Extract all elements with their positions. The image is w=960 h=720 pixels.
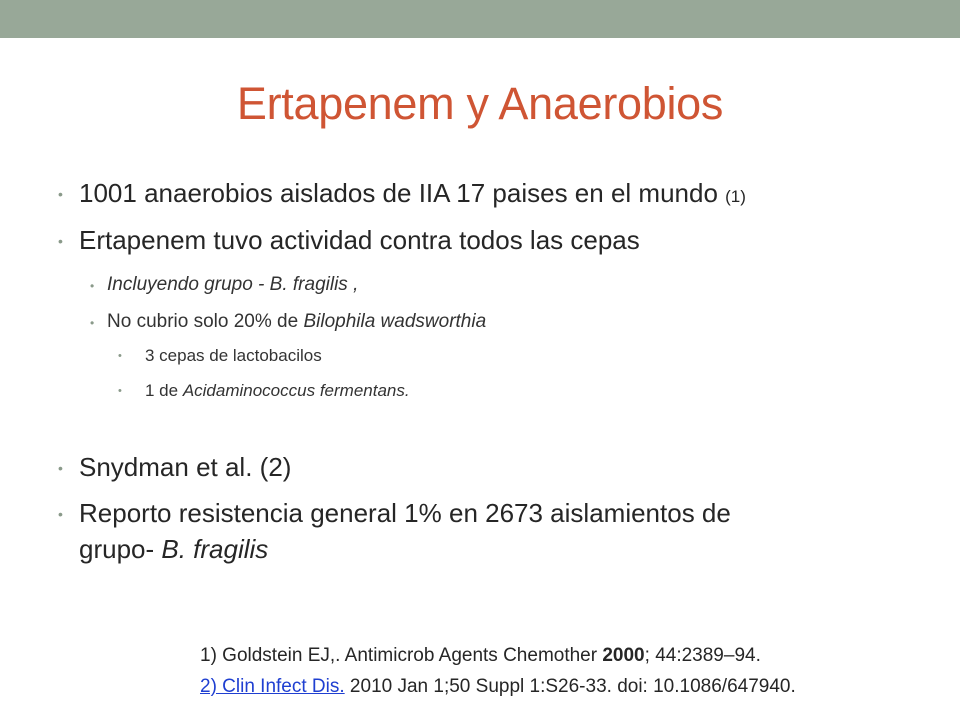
bullet-dot-icon: • xyxy=(58,460,63,476)
subsubbullet-acidaminococcus xyxy=(118,381,410,401)
reference-2 xyxy=(200,676,796,707)
subsubbullet-lactobacilos xyxy=(118,346,322,366)
subbullet-text: Incluyendo grupo - B. fragilis , xyxy=(107,274,359,295)
bullet-reporto-resistencia-cont xyxy=(79,534,268,565)
species-name: Bilophila wadsworthia xyxy=(303,311,487,332)
bullet-dot-icon: • xyxy=(58,506,63,522)
species-name: B. fragilis xyxy=(161,534,269,564)
bullet-dot-icon: • xyxy=(90,279,95,293)
reference-text: 2010 Jan 1;50 Suppl 1:S26-33. doi: 10.1086/647940. xyxy=(344,676,796,697)
bullet-ertapenem-actividad xyxy=(58,225,640,256)
subbullet-text: No cubrio solo 20% de xyxy=(107,311,304,332)
subsubbullet-text: 3 cepas de lactobacilos xyxy=(145,346,322,365)
bullet-anaerobios-aislados xyxy=(58,178,746,209)
bullet-text: Ertapenem tuvo actividad contra todos las cepas xyxy=(79,225,640,255)
subsubbullet-text: 1 de xyxy=(145,381,183,400)
reference-year: 2000 xyxy=(602,645,645,666)
references xyxy=(200,645,796,707)
reference-text: ; 44:2389–94. xyxy=(644,645,761,666)
bullet-text: Reporto resistencia general 1% en 2673 aislamientos de xyxy=(79,498,731,528)
citation-ref: (1) xyxy=(725,187,746,206)
reference-1 xyxy=(200,645,796,676)
bullet-dot-icon: • xyxy=(118,350,122,362)
bullet-text: Snydman et al. (2) xyxy=(79,452,292,482)
bullet-reporto-resistencia xyxy=(58,498,731,529)
subbullet-bilophila xyxy=(90,311,487,333)
bullet-text: grupo- xyxy=(79,534,162,564)
bullet-dot-icon: • xyxy=(90,316,95,330)
subbullet-bfragilis xyxy=(90,274,359,296)
reference-text: 1) Goldstein EJ,. Antimicrob Agents Chemother xyxy=(200,645,603,666)
bullet-dot-icon: • xyxy=(58,186,63,202)
slide-title: Ertapenem y Anaerobios xyxy=(236,78,724,129)
bullet-snydman xyxy=(58,452,292,483)
species-name: Acidaminococcus fermentans. xyxy=(182,381,410,400)
bullet-dot-icon: • xyxy=(58,233,63,249)
bullet-dot-icon: • xyxy=(118,385,122,397)
bullet-text: 1001 anaerobios aislados de IIA 17 paises en el mundo xyxy=(79,178,726,208)
reference-link[interactable]: 2) Clin Infect Dis. xyxy=(200,676,345,697)
